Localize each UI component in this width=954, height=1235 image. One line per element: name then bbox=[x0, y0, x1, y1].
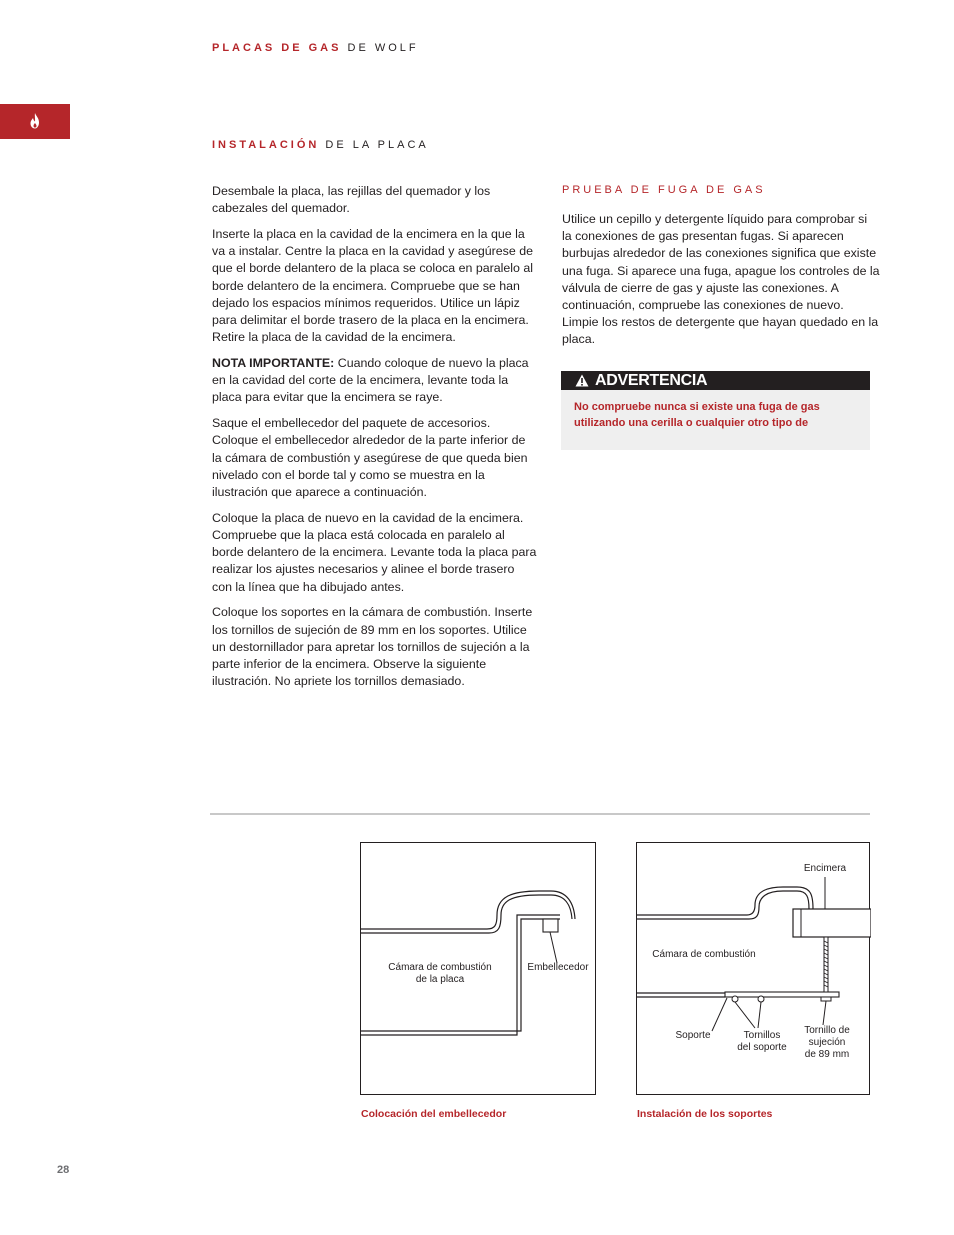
warning-text: No compruebe nunca si existe una fuga de gas utilizando una cerilla o cualquier otro tipo de bbox=[574, 401, 820, 429]
section-title-red: INSTALACIÓN bbox=[212, 139, 320, 151]
section-title-rest: DE LA PLACA bbox=[319, 139, 429, 151]
figure1-caption: Colocación del embellecedor bbox=[361, 1108, 507, 1120]
instructions-column bbox=[212, 183, 537, 699]
leak-test-text: Utilice un cepillo y detergente líquido para comprobar si la conexiones de gas presentan fugas. Si aparecen burbujas alrededor de las conexiones significa que existe una fuga. Si aparece una fuga, apague los controles de la válvula de cierre de gas y ajuste las conexiones. A continuación, compruebe las conexiones de nuevo. Limpie los restos de detergente que hayan quedado en la placa. bbox=[562, 212, 880, 347]
label-countertop: Encimera bbox=[803, 863, 847, 874]
paragraph-brackets: Coloque los soportes en la cámara de combustión. Inserte los tornillos de sujeción de 89 mm en los soportes. Utilice un destornillador para apretar los tornillos de sujeción a la parte inferior de la encimera. Observe la siguiente ilustración. No apriete los tornillos demasiado. bbox=[212, 605, 533, 689]
warning-box bbox=[561, 371, 870, 450]
flame-icon bbox=[29, 113, 41, 129]
warning-title: ADVERTENCIA bbox=[595, 372, 708, 389]
paragraph-reposition: Coloque la placa de nuevo en la cavidad de la encimera. Compruebe que la placa está colocada en paralelo al borde delantero de la encimera. Levante toda la placa para realizar los ajustes necesarios y alinee el borde trasero con la línea que ha dibujado antes. bbox=[212, 510, 537, 594]
divider bbox=[210, 813, 870, 815]
header-title-red: PLACAS DE GAS bbox=[212, 42, 342, 54]
label-bracket-screws: Tornillos del soporte bbox=[737, 1030, 787, 1053]
label-bracket: Soporte bbox=[675, 1030, 711, 1041]
label-hold-screw: Tornillo de sujeción de 89 mm bbox=[804, 1025, 850, 1060]
label-trim: Embellecedor bbox=[527, 962, 589, 973]
header-title-rest: DE WOLF bbox=[341, 42, 419, 54]
bracket-installation-figure bbox=[636, 842, 870, 1095]
section-title bbox=[212, 139, 429, 151]
warning-bar bbox=[561, 371, 870, 390]
leak-test-column bbox=[562, 211, 880, 349]
paragraph-trim: Saque el embellecedor del paquete de accesorios. Coloque el embellecedor alrededor de la parte inferior de la cámara de combustión y asegúrese de que queda bien nivelado con el borde tal y como se muestra en la ilustración que aparece a continuación. bbox=[212, 416, 528, 500]
leak-test-title: PRUEBA DE FUGA DE GAS bbox=[562, 184, 766, 196]
section-tab bbox=[0, 104, 70, 139]
label-combustion-chamber-2: Cámara de combustión bbox=[652, 949, 756, 960]
page-number: 28 bbox=[57, 1164, 70, 1176]
figure2-caption: Instalación de los soportes bbox=[637, 1108, 773, 1120]
running-header bbox=[212, 42, 419, 54]
trim-placement-figure bbox=[360, 842, 596, 1095]
label-combustion-chamber bbox=[379, 962, 501, 986]
warning-triangle-icon bbox=[575, 374, 589, 387]
note-text: Cuando coloque de nuevo la placa en la cavidad del corte de la encimera, levante toda la placa para evitar que la encimera se raye. bbox=[212, 356, 529, 405]
label-combustion-chamber-text: Cámara de combustión de la placa bbox=[388, 962, 492, 985]
note-label: NOTA IMPORTANTE: bbox=[212, 356, 335, 371]
paragraph-note bbox=[212, 355, 537, 407]
paragraph-unpack: Desembale la placa, las rejillas del quemador y los cabezales del quemador. bbox=[212, 184, 491, 216]
paragraph-insert: Inserte la placa en la cavidad de la encimera en la que la va a instalar. Centre la placa en la cavidad y asegúrese de que el borde delantero de la placa se coloca en paralelo al borde delantero de la encimera. Compruebe que se han dejado los espacios mínimos requeridos. Utilice un lápiz para delimitar el borde trasero de la placa en la encimera. Retire la placa de la cavidad de la encimera. bbox=[212, 227, 534, 345]
